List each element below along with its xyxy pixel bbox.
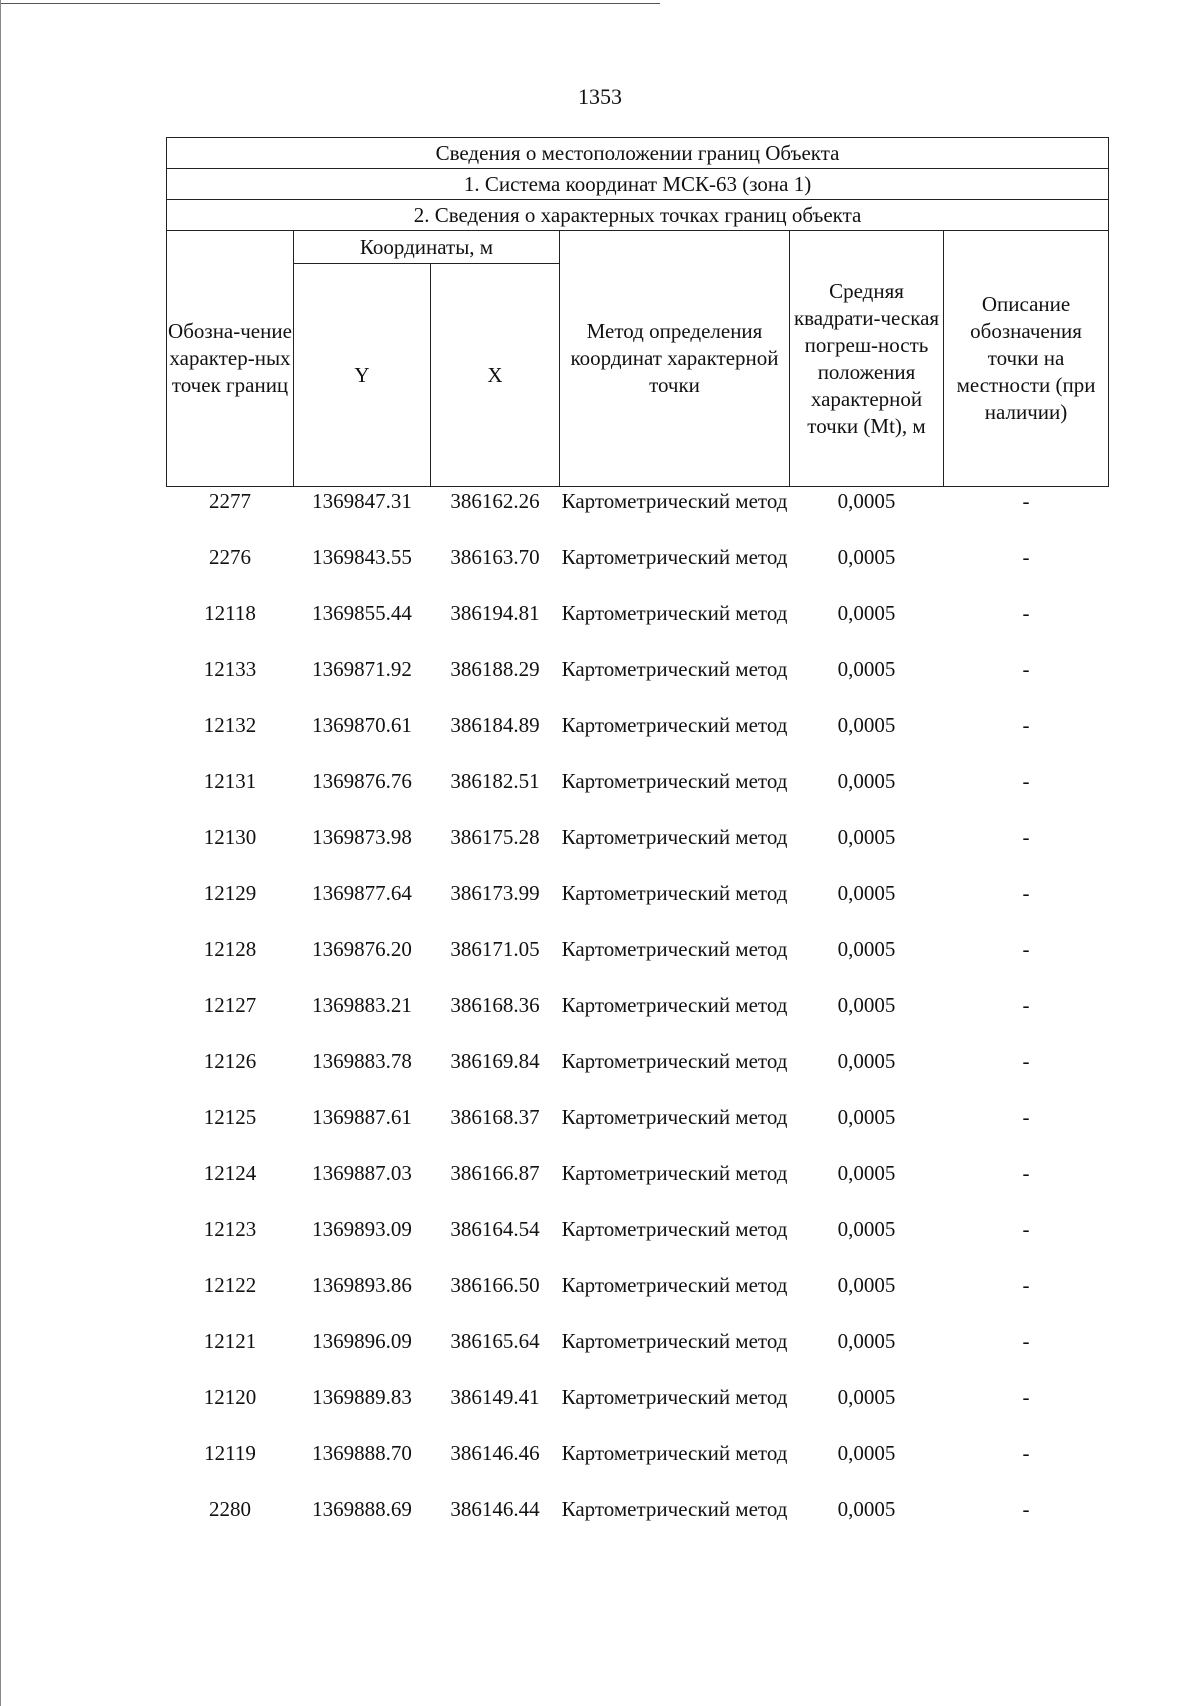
cell-x: 386171.05 [450,937,540,961]
cell-method: Картометрический метод [561,825,788,849]
table-row [167,1383,1109,1439]
cell-point: 12132 [203,713,257,737]
cell-error: 0,0005 [837,489,896,513]
cell-description: - [1022,1385,1030,1409]
cell-description: - [1022,489,1030,513]
table-row [167,823,1109,879]
cell-y: 1369871.92 [312,657,412,681]
cell-method: Картометрический метод [561,993,788,1017]
cell-error: 0,0005 [837,1329,896,1353]
table-row [167,991,1109,1047]
cell-description: - [1022,1329,1030,1353]
cell-description: - [1022,993,1030,1017]
header-y: Y [294,264,431,487]
cell-error: 0,0005 [837,993,896,1017]
cell-y: 1369877.64 [312,881,412,905]
table-row [167,935,1109,991]
cell-point: 12123 [203,1217,257,1241]
cell-method: Картометрический метод [561,1161,788,1185]
cell-error: 0,0005 [837,769,896,793]
cell-point: 12126 [203,1049,257,1073]
cell-y: 1369876.76 [312,769,412,793]
cell-method: Картометрический метод [561,1273,788,1297]
cell-x: 386146.46 [450,1441,540,1465]
cell-method: Картометрический метод [561,1385,788,1409]
cell-description: - [1022,1105,1030,1129]
cell-error: 0,0005 [837,1273,896,1297]
cell-error: 0,0005 [837,1049,896,1073]
cell-description: - [1022,601,1030,625]
table-row [167,1495,1109,1551]
cell-point: 12127 [203,993,257,1017]
cell-y: 1369870.61 [312,713,412,737]
cell-y: 1369893.09 [312,1217,412,1241]
table-row [167,1439,1109,1495]
cell-x: 386175.28 [450,825,540,849]
cell-point: 12130 [203,825,257,849]
cell-description: - [1022,1273,1030,1297]
cell-method: Картометрический метод [561,937,788,961]
cell-point: 12122 [203,1273,257,1297]
header-point: Обозна-чение характер-ных точек границ [167,231,294,487]
cell-description: - [1022,769,1030,793]
header-description: Описание обозначения точки на местности (при наличии) [944,231,1109,487]
cell-method: Картометрический метод [561,1441,788,1465]
table-row [167,879,1109,935]
cell-description: - [1022,1161,1030,1185]
header-error: Средняя квадрати-ческая погреш-ность положения характерной точки (Mt), м [790,231,944,487]
cell-description: - [1022,545,1030,569]
table-row [167,1103,1109,1159]
cell-x: 386188.29 [450,657,540,681]
cell-method: Картометрический метод [561,657,788,681]
cell-x: 386149.41 [450,1385,540,1409]
table-row [167,543,1109,599]
cell-description: - [1022,713,1030,737]
cell-x: 386166.87 [450,1161,540,1185]
cell-y: 1369876.20 [312,937,412,961]
table-row [167,487,1109,544]
cell-y: 1369889.83 [312,1385,412,1409]
cell-error: 0,0005 [837,937,896,961]
cell-y: 1369843.55 [312,545,412,569]
table-row [167,1215,1109,1271]
cell-method: Картометрический метод [561,489,788,513]
cell-description: - [1022,937,1030,961]
cell-error: 0,0005 [837,545,896,569]
cell-x: 386168.36 [450,993,540,1017]
cell-y: 1369883.78 [312,1049,412,1073]
cell-error: 0,0005 [837,1217,896,1241]
cell-point: 12128 [203,937,257,961]
cell-y: 1369896.09 [312,1329,412,1353]
page-number: 1353 [578,84,622,109]
scan-edge-left [0,0,1,1706]
cell-error: 0,0005 [837,601,896,625]
cell-x: 386169.84 [450,1049,540,1073]
header-x: X [431,264,560,487]
coord-system-title: 1. Система координат МСК-63 (зона 1) [167,169,1109,200]
cell-y: 1369887.61 [312,1105,412,1129]
cell-error: 0,0005 [837,1497,896,1521]
table-row [167,655,1109,711]
cell-x: 386146.44 [450,1497,540,1521]
cell-x: 386164.54 [450,1217,540,1241]
cell-method: Картометрический метод [561,1329,788,1353]
cell-description: - [1022,881,1030,905]
cell-error: 0,0005 [837,1105,896,1129]
cell-error: 0,0005 [837,713,896,737]
cell-y: 1369873.98 [312,825,412,849]
cell-method: Картометрический метод [561,881,788,905]
cell-point: 2276 [209,545,251,569]
table-row [167,1047,1109,1103]
cell-y: 1369888.69 [312,1497,412,1521]
table-row [167,599,1109,655]
cell-x: 386165.64 [450,1329,540,1353]
cell-y: 1369893.86 [312,1273,412,1297]
cell-x: 386184.89 [450,713,540,737]
cell-error: 0,0005 [837,657,896,681]
cell-x: 386173.99 [450,881,540,905]
cell-error: 0,0005 [837,825,896,849]
cell-method: Картометрический метод [561,1049,788,1073]
cell-method: Картометрический метод [561,769,788,793]
cell-error: 0,0005 [837,1385,896,1409]
cell-point: 12133 [203,657,257,681]
cell-point: 2280 [209,1497,251,1521]
cell-x: 386163.70 [450,545,540,569]
boundary-points-table [166,137,1109,1551]
table-title: Сведения о местоположении границ Объекта [167,138,1109,169]
cell-error: 0,0005 [837,1441,896,1465]
cell-method: Картометрический метод [561,1217,788,1241]
cell-y: 1369888.70 [312,1441,412,1465]
cell-point: 12124 [203,1161,257,1185]
cell-method: Картометрический метод [561,713,788,737]
cell-y: 1369883.21 [312,993,412,1017]
cell-point: 12120 [203,1385,257,1409]
cell-x: 386182.51 [450,769,540,793]
table-row [167,711,1109,767]
cell-error: 0,0005 [837,881,896,905]
cell-point: 12118 [204,601,256,625]
cell-y: 1369855.44 [312,601,412,625]
cell-error: 0,0005 [837,1161,896,1185]
cell-method: Картометрический метод [561,1497,788,1521]
cell-point: 12131 [203,769,257,793]
cell-method: Картометрический метод [561,1105,788,1129]
cell-description: - [1022,825,1030,849]
cell-x: 386168.37 [450,1105,540,1129]
cell-description: - [1022,1441,1030,1465]
cell-point: 12119 [204,1441,256,1465]
scan-edge-top [0,3,660,4]
cell-y: 1369887.03 [312,1161,412,1185]
cell-point: 12125 [203,1105,257,1129]
table-row [167,1271,1109,1327]
table-row [167,1159,1109,1215]
cell-description: - [1022,657,1030,681]
cell-x: 386194.81 [450,601,540,625]
cell-y: 1369847.31 [312,489,412,513]
table-row [167,767,1109,823]
cell-description: - [1022,1497,1030,1521]
table-header [167,138,1109,487]
cell-description: - [1022,1217,1030,1241]
cell-description: - [1022,1049,1030,1073]
cell-point: 2277 [209,489,251,513]
section-title: 2. Сведения о характерных точках границ объекта [167,200,1109,231]
table-body [167,487,1109,1552]
cell-method: Картометрический метод [561,545,788,569]
cell-point: 12121 [203,1329,257,1353]
cell-x: 386166.50 [450,1273,540,1297]
cell-method: Картометрический метод [561,601,788,625]
header-coords: Координаты, м [294,231,560,264]
cell-point: 12129 [203,881,257,905]
table-row [167,1327,1109,1383]
cell-x: 386162.26 [450,489,540,513]
header-method: Метод определения координат характерной точки [560,231,790,487]
